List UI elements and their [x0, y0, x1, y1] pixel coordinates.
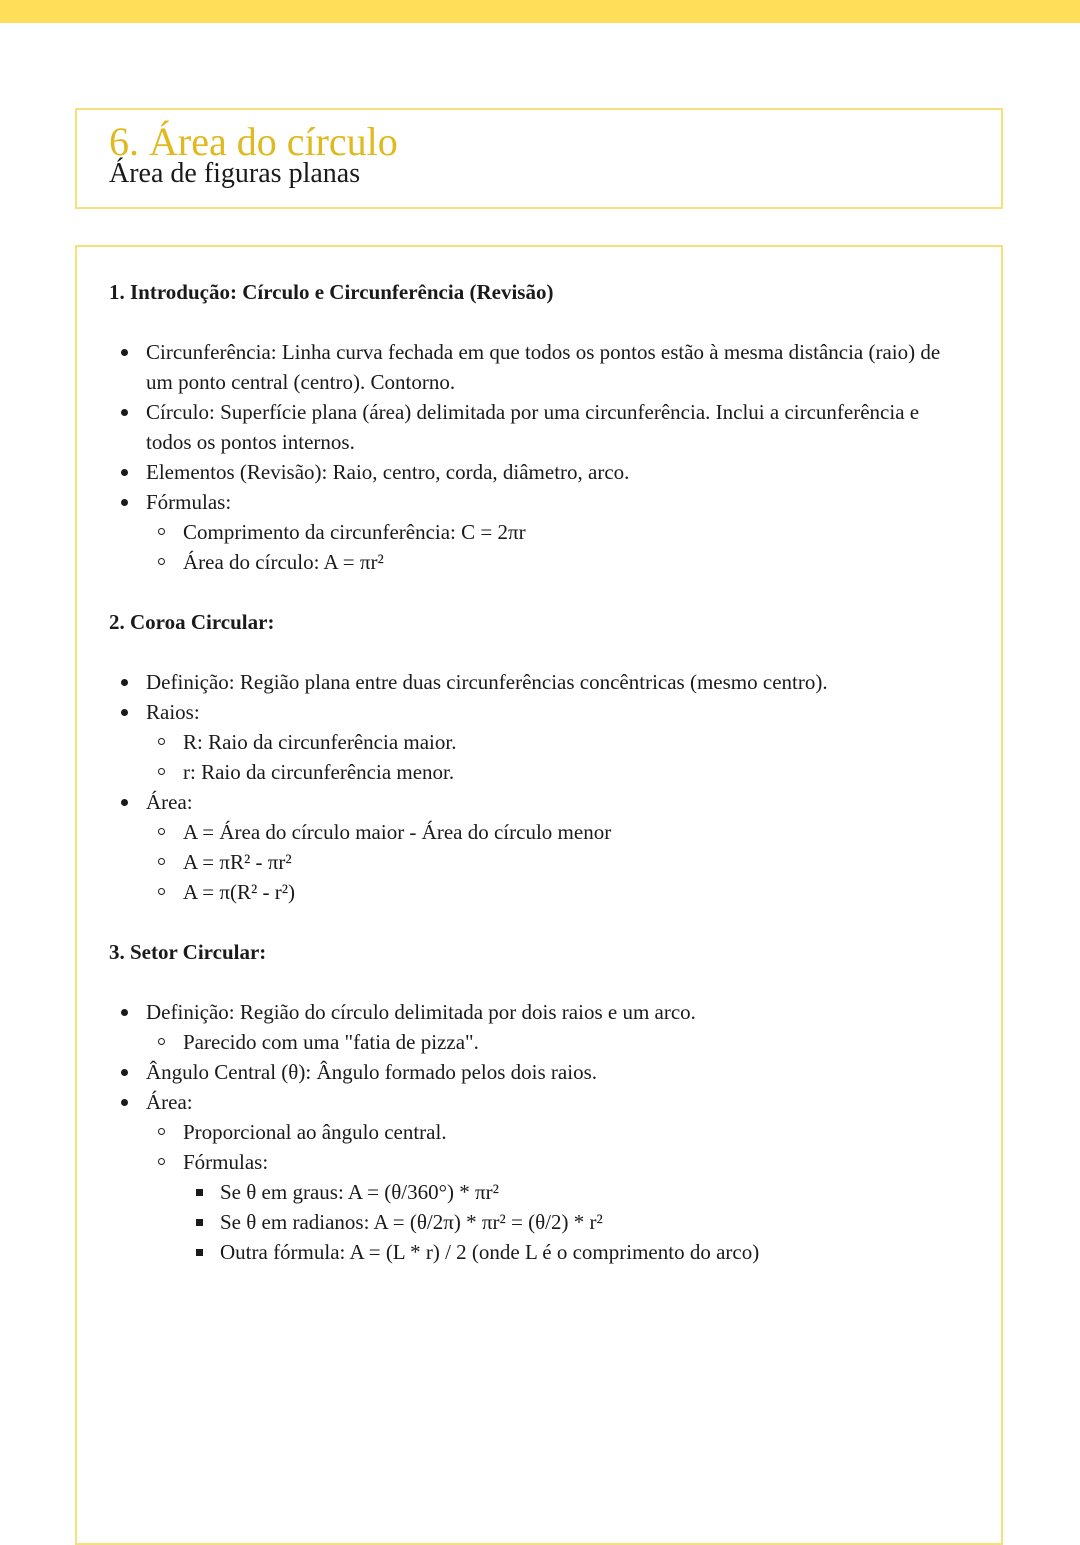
sub-sub-list-item: [183, 1177, 969, 1207]
section-heading-introducao: 1. Introdução: Círculo e Circunferência (Revisão): [109, 280, 554, 304]
section-heading-setor-circular: 3. Setor Circular:: [109, 940, 267, 964]
sub-list-item: [146, 817, 969, 847]
list-item-text: Definição: Região do círculo delimitada por dois raios e um arco.: [146, 1000, 696, 1024]
sub-sub-list-item: [183, 1207, 969, 1237]
list-item: [109, 697, 969, 787]
list-item-text: Área:: [146, 790, 193, 814]
list-item: [109, 337, 969, 397]
list-item-text: Elementos (Revisão): Raio, centro, corda, diâmetro, arco.: [146, 460, 630, 484]
list-item: [109, 487, 969, 577]
sub-list-item: [146, 1147, 969, 1267]
sub-list: [146, 727, 969, 787]
list-item-text: A = π(R² - r²): [183, 880, 296, 904]
section-list-setor-circular: [109, 997, 969, 1267]
list-item-text: Círculo: Superfície plana (área) delimitada por uma circunferência. Inclui a circunferência e todos os pontos internos.: [146, 400, 920, 454]
list-item-text: Fórmulas:: [183, 1150, 269, 1174]
list-item-text: Parecido com uma "fatia de pizza".: [183, 1030, 479, 1054]
list-item: [109, 787, 969, 907]
sub-list-item: [146, 847, 969, 877]
list-item-text: Outra fórmula: A = (L * r) / 2 (onde L é o comprimento do arco): [220, 1240, 760, 1264]
content-body: [109, 277, 969, 1297]
list-item-text: Se θ em graus: A = (θ/360°) * πr²: [220, 1180, 499, 1204]
list-item: [109, 997, 969, 1057]
list-item: [109, 1057, 969, 1087]
title-box: [75, 108, 1003, 209]
sub-sub-list: [183, 1177, 969, 1267]
list-item-text: A = Área do círculo maior - Área do círculo menor: [183, 820, 612, 844]
list-item-text: A = πR² - πr²: [183, 850, 292, 874]
section-heading-coroa-circular: 2. Coroa Circular:: [109, 610, 275, 634]
sub-list-item: [146, 757, 969, 787]
section-list-introducao: [109, 337, 969, 577]
list-item: [109, 1087, 969, 1267]
top-accent-bar: [0, 0, 1080, 23]
content-box: [75, 245, 1003, 1545]
section-list-coroa-circular: [109, 667, 969, 907]
list-item-text: r: Raio da circunferência menor.: [183, 760, 455, 784]
sub-sub-list-item: [183, 1237, 969, 1267]
sub-list-item: [146, 877, 969, 907]
sub-list-item: [146, 517, 969, 547]
list-item: [109, 457, 969, 487]
page-title: 6. Área do círculo: [109, 119, 398, 164]
sub-list-item: [146, 727, 969, 757]
list-item-text: Ângulo Central (θ): Ângulo formado pelos dois raios.: [146, 1060, 597, 1084]
list-item-text: Comprimento da circunferência: C = 2πr: [183, 520, 526, 544]
sub-list: [146, 1027, 969, 1057]
list-item-text: Área do círculo: A = πr²: [183, 550, 384, 574]
list-item-text: Área:: [146, 1090, 193, 1114]
sub-list: [146, 817, 969, 907]
sub-list: [146, 1117, 969, 1267]
list-item-text: Raios:: [146, 700, 200, 724]
list-item-text: Circunferência: Linha curva fechada em que todos os pontos estão à mesma distância (raio) de um ponto central (centro). Contorno.: [146, 340, 941, 394]
list-item: [109, 667, 969, 697]
list-item: [109, 397, 969, 457]
page-subtitle: Área de figuras planas: [109, 158, 361, 189]
list-item-text: Se θ em radianos: A = (θ/2π) * πr² = (θ/2) * r²: [220, 1210, 603, 1234]
sub-list-item: [146, 1117, 969, 1147]
list-item-text: Definição: Região plana entre duas circunferências concêntricas (mesmo centro).: [146, 670, 828, 694]
list-item-text: Proporcional ao ângulo central.: [183, 1120, 447, 1144]
list-item-text: R: Raio da circunferência maior.: [183, 730, 457, 754]
sub-list-item: [146, 547, 969, 577]
sub-list-item: [146, 1027, 969, 1057]
sub-list: [146, 517, 969, 577]
list-item-text: Fórmulas:: [146, 490, 232, 514]
